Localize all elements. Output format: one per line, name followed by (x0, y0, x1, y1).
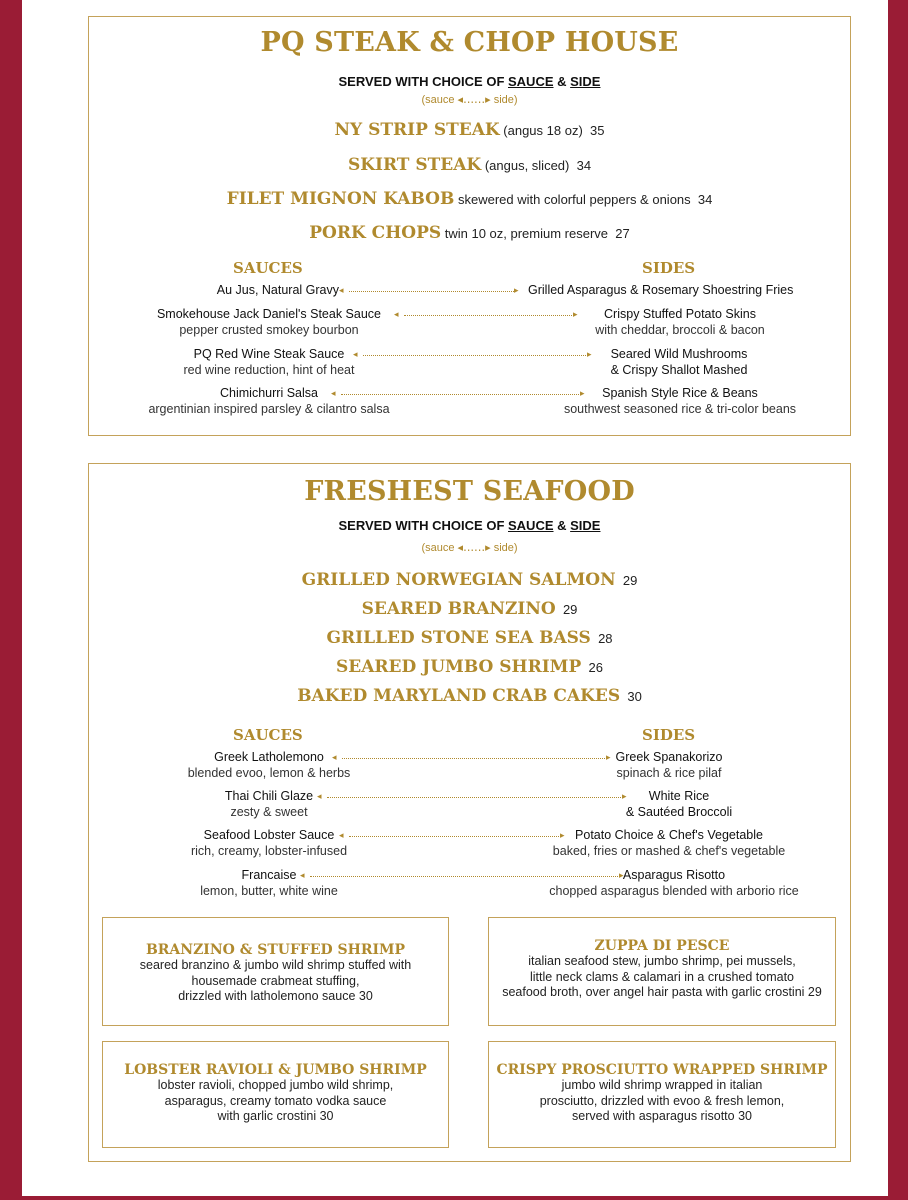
special-title: BRANZINO & STUFFED SHRIMP (145, 942, 406, 958)
arrow-icon: ◂‥‥‥▸ (457, 94, 491, 106)
sauce-option: Thai Chili Glaze zesty & sweet (224, 789, 314, 819)
sauce-option: Smokehouse Jack Daniel's Steak Sauce pepper crusted smokey bourbon (156, 307, 382, 337)
menu-item: SEARED JUMBO SHRIMP 26 (336, 657, 603, 677)
sauce-side-legend: (sauce ◂‥‥‥▸ side) (421, 94, 518, 106)
menu-item: SKIRT STEAK (angus, sliced) 34 (347, 155, 592, 175)
arrow-right-icon: ▸ (580, 388, 585, 398)
served-with-note: SERVED WITH CHOICE OF SAUCE & SIDE (338, 518, 601, 533)
sauce-option: Greek Latholemono blended evoo, lemon & herbs (187, 750, 351, 780)
arrow-right-icon: ▸ (560, 830, 565, 840)
pairing-line (342, 758, 607, 760)
special-title: ZUPPA DI PESCE (594, 938, 730, 954)
special-branzino-stuffed-shrimp: BRANZINO & STUFFED SHRIMP seared branzino & jumbo wild shrimp stuffed with housemade crabmeat stuffing, drizzled with latholemono sauce 30 (102, 917, 449, 1026)
arrow-left-icon: ◂ (339, 285, 344, 295)
seafood-section (88, 463, 851, 1162)
section-title: FRESHEST SEAFOOD (304, 476, 635, 507)
arrow-right-icon: ▸ (514, 285, 519, 295)
pairing-line (349, 291, 514, 293)
section-title: PQ STEAK & CHOP HOUSE (260, 27, 679, 58)
side-option: Greek Spanakorizo spinach & rice pilaf (615, 750, 723, 780)
side-option: Potato Choice & Chef's Vegetable baked, fries or mashed & chef's vegetable (552, 828, 786, 858)
sauce-option: Francaise lemon, butter, white wine (200, 868, 338, 898)
side-option: Asparagus Risotto chopped asparagus blended with arborio rice (549, 868, 799, 898)
sauce-option: PQ Red Wine Steak Sauce red wine reduction, hint of heat (183, 347, 355, 377)
sauce-side-legend: (sauce ◂‥‥‥▸ side) (421, 542, 518, 554)
menu-item: GRILLED STONE SEA BASS 28 (326, 628, 613, 648)
pairing-line (327, 797, 623, 799)
sauce-option: Seafood Lobster Sauce rich, creamy, lobster-infused (190, 828, 348, 858)
menu-item: PORK CHOPS twin 10 oz, premium reserve 27 (309, 223, 630, 243)
sauce-option: Chimichurri Salsa argentinian inspired parsley & cilantro salsa (148, 386, 390, 416)
menu-page (22, 0, 888, 1196)
steak-section (88, 16, 851, 436)
sides-heading: SIDES (642, 259, 696, 277)
menu-item: GRILLED NORWEGIAN SALMON 29 (301, 570, 638, 590)
special-title: CRISPY PROSCIUTTO WRAPPED SHRIMP (496, 1062, 828, 1078)
arrow-right-icon: ▸ (587, 349, 592, 359)
side-option: Crispy Stuffed Potato Skins with cheddar, broccoli & bacon (595, 307, 765, 337)
special-crispy-prosciutto-wrapped-shrimp: CRISPY PROSCIUTTO WRAPPED SHRIMP jumbo wild shrimp wrapped in italian prosciutto, drizzled with evoo & fresh lemon, served with asparagus risotto 30 (488, 1041, 836, 1148)
arrow-right-icon: ▸ (606, 752, 611, 762)
arrow-icon: ◂‥‥‥▸ (457, 542, 491, 554)
side-option: Seared Wild Mushrooms & Crispy Shallot Mashed (610, 347, 748, 377)
sauces-heading: SAUCES (233, 726, 303, 744)
arrow-right-icon: ▸ (622, 791, 627, 801)
side-option: Grilled Asparagus & Rosemary Shoestring Fries (528, 283, 794, 297)
pairing-line (404, 315, 574, 317)
pairing-line (363, 355, 588, 357)
side-option: Spanish Style Rice & Beans southwest seasoned rice & tri-color beans (563, 386, 797, 416)
arrow-left-icon: ◂ (339, 830, 344, 840)
special-title: LOBSTER RAVIOLI & JUMBO SHRIMP (124, 1062, 427, 1078)
arrow-right-icon: ▸ (573, 309, 578, 319)
sauces-heading: SAUCES (233, 259, 303, 277)
arrow-left-icon: ◂ (300, 870, 305, 880)
arrow-left-icon: ◂ (394, 309, 399, 319)
sauce-option: Au Jus, Natural Gravy (216, 283, 339, 297)
menu-item: NY STRIP STEAK (angus 18 oz) 35 (334, 120, 605, 140)
special-zuppa-di-pesce: ZUPPA DI PESCE italian seafood stew, jumbo shrimp, pei mussels, little neck clams & calamari in a crushed tomato seafood broth, over angel hair pasta with garlic crostini 29 (488, 917, 836, 1026)
special-lobster-ravioli-jumbo-shrimp: LOBSTER RAVIOLI & JUMBO SHRIMP lobster ravioli, chopped jumbo wild shrimp, asparagus, creamy tomato vodka sauce with garlic crostini 30 (102, 1041, 449, 1148)
side-option: White Rice & Sautéed Broccoli (625, 789, 733, 819)
arrow-left-icon: ◂ (317, 791, 322, 801)
arrow-left-icon: ◂ (331, 388, 336, 398)
menu-item: SEARED BRANZINO 29 (361, 599, 578, 619)
sides-heading: SIDES (642, 726, 696, 744)
arrow-right-icon: ▸ (619, 870, 624, 880)
menu-item: BAKED MARYLAND CRAB CAKES 30 (297, 686, 642, 706)
arrow-left-icon: ◂ (332, 752, 337, 762)
arrow-left-icon: ◂ (353, 349, 358, 359)
menu-item: FILET MIGNON KABOB skewered with colorful peppers & onions 34 (226, 189, 713, 209)
pairing-line (349, 836, 561, 838)
served-with-note: SERVED WITH CHOICE OF SAUCE & SIDE (338, 74, 601, 89)
